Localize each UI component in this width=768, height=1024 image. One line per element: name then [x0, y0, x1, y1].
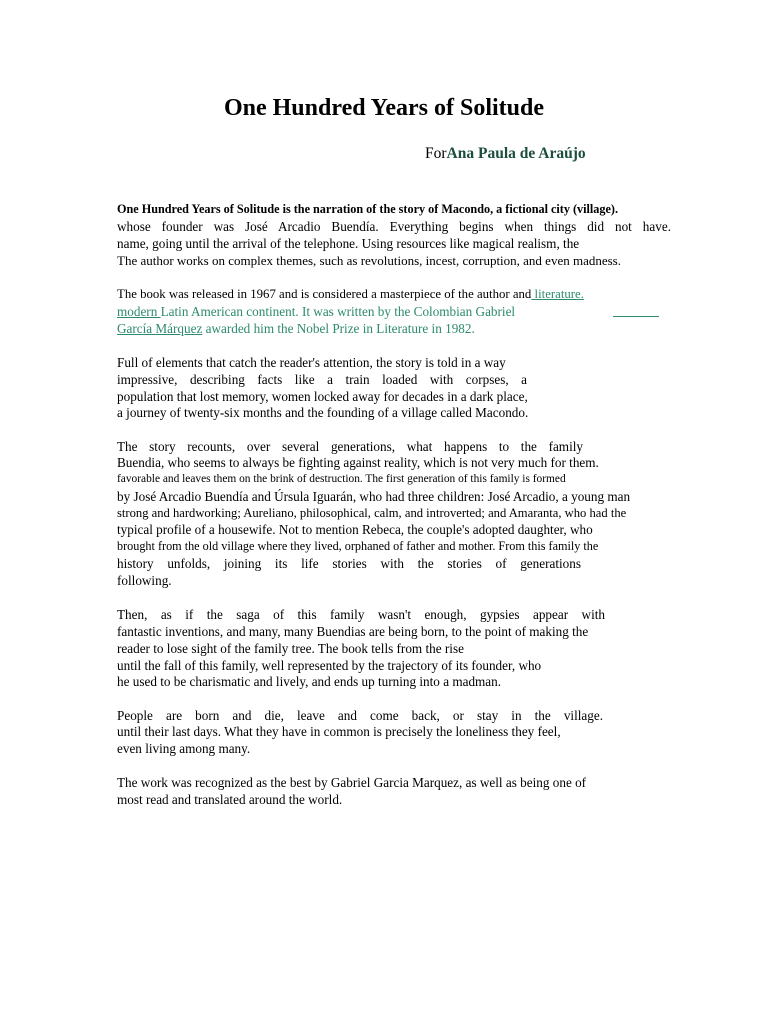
paragraph-3-line-3: population that lost memory, women locked away for decades in a dark place, — [117, 389, 528, 404]
paragraph-5-line-5: he used to be charismatic and lively, and ends up turning into a madman. — [117, 674, 502, 689]
blank-link-underline[interactable] — [613, 316, 659, 317]
paragraph-1-line-2: whose founder was José Arcadio Buendía. Everything begins when things did not have. — [117, 219, 671, 234]
paragraph-5-line-4: until the fall of this family, well represented by the trajectory of its founder, who — [117, 658, 542, 673]
paragraph-6-line-2: until their last days. What they have in common is precisely the loneliness they feel, — [117, 724, 561, 739]
paragraph-2-line-1-text: The book was released in 1967 and is considered a masterpiece of the author and — [117, 287, 532, 301]
paragraph-4-line-6: typical profile of a housewife. Not to mention Rebeca, the couple's adopted daughter, who — [117, 522, 593, 537]
paragraph-5-line-2: fantastic inventions, and many, many Buendias are being born, to the point of making the — [117, 624, 589, 639]
paragraph-2-line-2-text: Latin American continent. It was written by the Colombian Gabriel — [160, 304, 516, 319]
paragraph-4-line-1: The story recounts, over several generations, what happens to the family — [117, 439, 583, 454]
paragraph-5-line-1: Then, as if the saga of this family wasn't enough, gypsies appear with — [117, 607, 605, 622]
paragraph-2-line-3 — [117, 320, 475, 337]
literature-link[interactable]: literature. — [531, 287, 584, 301]
paragraph-3-line-1: Full of elements that catch the reader's attention, the story is told in a way — [117, 355, 506, 370]
paragraph-7-line-1: The work was recognized as the best by Gabriel Garcia Marquez, as well as being one of — [117, 775, 587, 790]
paragraph-1-line-4: The author works on complex themes, such as revolutions, incest, corruption, and even madness. — [117, 253, 621, 268]
paragraph-2-line-1 — [117, 286, 584, 303]
paragraph-1-line-3: name, going until the arrival of the telephone. Using resources like magical realism, the — [117, 236, 580, 251]
paragraph-3-line-4: a journey of twenty-six months and the founding of a village called Macondo. — [117, 405, 529, 420]
paragraph-2-line-3-text: awarded him the Nobel Prize in Literature in 1982. — [202, 321, 475, 336]
paragraph-1-line-1: One Hundred Years of Solitude is the narration of the story of Macondo, a fictional city (village). — [117, 202, 619, 216]
paragraph-4-line-5: strong and hardworking; Aureliano, philosophical, calm, and introverted; and Amaranta, who had the — [117, 506, 627, 520]
paragraph-6-line-3: even living among many. — [117, 741, 251, 756]
byline — [425, 144, 586, 164]
byline-author: Ana Paula de Araújo — [446, 145, 586, 162]
paragraph-4-line-4: by José Arcadio Buendía and Úrsula Iguarán, who had three children: José Arcadio, a young man — [117, 489, 631, 504]
paragraph-4-line-2: Buendia, who seems to always be fighting against reality, which is not very much for them. — [117, 455, 599, 470]
paragraph-4-line-9: following. — [117, 573, 172, 588]
paragraph-4-line-3: favorable and leaves them on the brink of destruction. The first generation of this family is formed — [117, 473, 566, 485]
modern-link[interactable]: modern — [117, 304, 161, 319]
document-title: One Hundred Years of Solitude — [223, 95, 545, 121]
paragraph-5-line-3: reader to lose sight of the family tree. The book tells from the rise — [117, 641, 464, 656]
paragraph-4-line-7: brought from the old village where they lived, orphaned of father and mother. From this family the — [117, 539, 599, 553]
paragraph-6-line-1: People are born and die, leave and come back, or stay in the village. — [117, 708, 603, 723]
paragraph-7-line-2: most read and translated around the world. — [117, 792, 343, 807]
paragraph-3-line-2: impressive, describing facts like a train loaded with corpses, a — [117, 372, 527, 387]
paragraph-4-line-8: history unfolds, joining its life stories with the stories of generations — [117, 556, 581, 571]
garcia-marquez-link[interactable]: García Márquez — [117, 321, 203, 336]
byline-prefix: For — [425, 145, 447, 162]
paragraph-2-line-2 — [117, 303, 515, 320]
